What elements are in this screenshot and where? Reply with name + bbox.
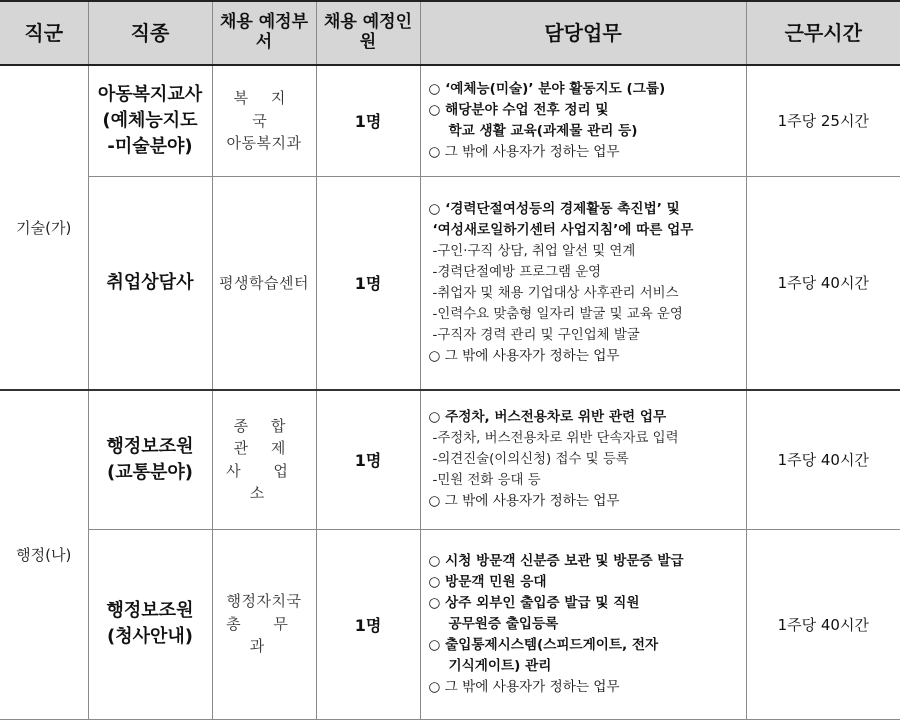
duty-line: ○ 그 밖에 사용자가 정하는 업무 <box>428 493 620 510</box>
duty-line: ○ 시청 방문객 신분증 보관 및 방문증 발급 <box>428 552 684 569</box>
duty-line: ○ 상주 외부인 출입증 발급 및 직원 <box>428 594 640 611</box>
duty-line: ○ 그 밖에 사용자가 정하는 업무 <box>428 143 620 160</box>
count-cell: 1명 <box>316 529 420 719</box>
header-dept: 채용 예정부서 <box>212 1 316 65</box>
dept-line: 총 무 과 <box>226 614 302 656</box>
table-row <box>0 390 900 529</box>
job-line: (예체능지도 <box>102 109 198 131</box>
hours-cell: 1주당 25시간 <box>746 65 900 176</box>
dept-line: 사 업 소 <box>226 461 302 503</box>
header-group: 직군 <box>0 1 88 65</box>
hours-cell: 1주당 40시간 <box>746 176 900 390</box>
duty-line: -의견진술(이의신청) 접수 및 등록 <box>432 452 629 468</box>
job-line: 행정보조원 <box>106 435 194 457</box>
duty-line: 기식게이트) 관리 <box>448 657 552 674</box>
dept-cell <box>212 176 316 390</box>
header-count: 채용 예정인원 <box>316 1 420 65</box>
header-duties: 담당업무 <box>420 1 746 65</box>
duty-line: ○ ‘예체능(미술)’ 분야 활동지도 (그룹) <box>428 80 666 97</box>
duty-line: ○ 해당분야 수업 전후 정리 및 <box>428 101 609 118</box>
header-job: 직종 <box>88 1 212 65</box>
job-line: -미술분야) <box>107 135 193 157</box>
duty-line: ○ 그 밖에 사용자가 정하는 업무 <box>428 347 620 364</box>
duty-line: -민원 전화 응대 등 <box>432 473 541 489</box>
dept-line: 종 합 관 제 <box>233 416 295 458</box>
job-cell <box>88 176 212 390</box>
job-cell <box>88 390 212 529</box>
job-cell <box>88 65 212 176</box>
duty-line: ○ ‘경력단절여성등의 경제활동 촉진법’ 및 <box>428 200 680 217</box>
duty-line: ○ 방문객 민원 응대 <box>428 573 547 590</box>
header-row <box>0 1 900 65</box>
table-row <box>0 65 900 176</box>
group-cell-admin: 행정(나) <box>0 390 88 719</box>
dept-cell <box>212 65 316 176</box>
duty-line: -주정차, 버스전용차로 위반 단속자료 입력 <box>432 431 679 447</box>
duties-cell <box>420 529 746 719</box>
job-line: 행정보조원 <box>106 599 194 621</box>
dept-line: 평생학습센터 <box>219 273 309 292</box>
table-row <box>0 176 900 390</box>
duties-cell <box>420 390 746 529</box>
duty-line: ○ 출입통제시스템(스피드게이트, 전자 <box>428 636 659 653</box>
job-line: (교통분야) <box>106 461 193 483</box>
count-cell: 1명 <box>316 176 420 390</box>
dept-cell <box>212 390 316 529</box>
table-row <box>0 529 900 719</box>
hours-cell: 1주당 40시간 <box>746 390 900 529</box>
duty-line: 학교 생활 교육(과제물 관리 등) <box>448 122 638 139</box>
count-cell: 1명 <box>316 65 420 176</box>
group-cell-tech: 기술(가) <box>0 65 88 390</box>
dept-line: 복 지 국 <box>233 89 295 130</box>
duty-line: 공무원증 출입등록 <box>448 615 559 632</box>
duties-cell <box>420 176 746 390</box>
job-line: 아동복지교사 <box>97 83 203 105</box>
job-line: 취업상담사 <box>106 271 194 293</box>
duty-line: -취업자 및 채용 기업대상 사후관리 서비스 <box>432 285 679 301</box>
dept-line: 아동복지과 <box>226 134 302 152</box>
duty-line: ‘여성새로일하기센터 사업지침’에 따른 업무 <box>432 221 694 238</box>
duty-line: ○ 주정차, 버스전용차로 위반 관련 업무 <box>428 409 667 426</box>
job-cell <box>88 529 212 719</box>
duty-line: -인력수요 맞춤형 일자리 발굴 및 교육 운영 <box>432 306 683 322</box>
dept-cell <box>212 529 316 719</box>
duty-line: -구직자 경력 관리 및 구인업체 발굴 <box>432 327 640 343</box>
duties-cell <box>420 65 746 176</box>
job-line: (청사안내) <box>106 626 193 647</box>
hours-cell: 1주당 40시간 <box>746 529 900 719</box>
duty-line: ○ 그 밖에 사용자가 정하는 업무 <box>428 678 620 695</box>
duty-line: -경력단절예방 프로그램 운영 <box>432 264 602 280</box>
duty-line: -구인·구직 상담, 취업 알선 및 연계 <box>432 243 636 259</box>
count-cell: 1명 <box>316 390 420 529</box>
header-hours: 근무시간 <box>746 1 900 65</box>
dept-line: 행정자치국 <box>226 592 302 611</box>
